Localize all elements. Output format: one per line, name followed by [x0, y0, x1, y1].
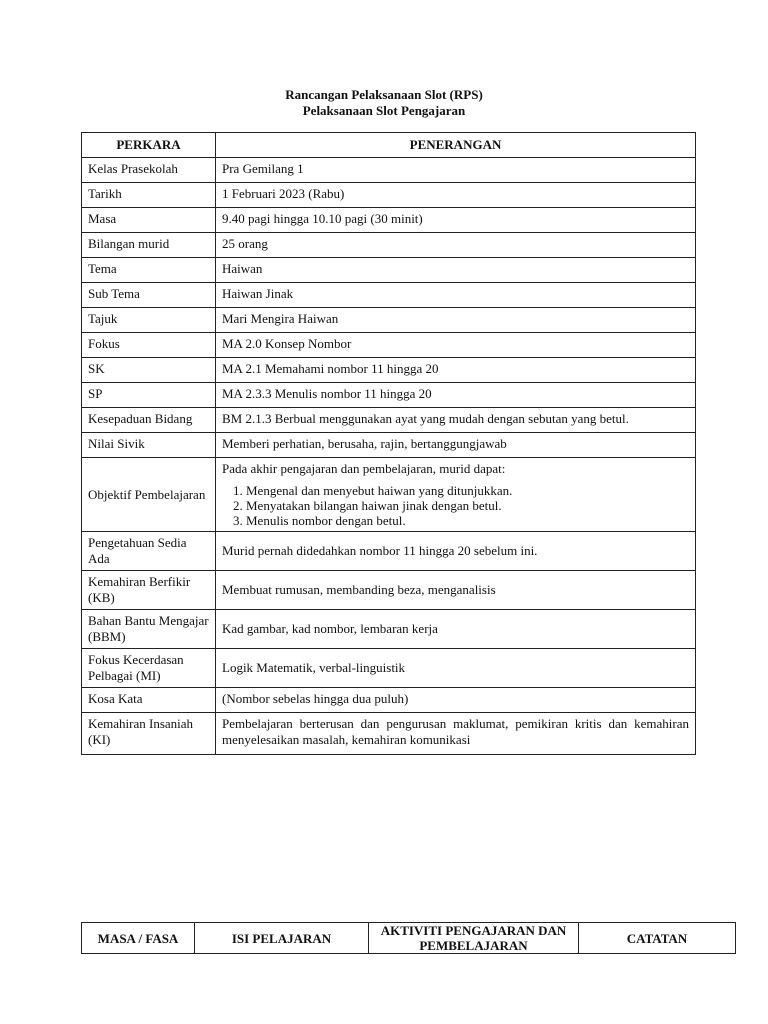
rps-table — [81, 132, 696, 755]
row-key: Bahan Bantu Mengajar (BBM) — [82, 610, 216, 649]
table-row — [82, 283, 696, 308]
row-key: Bilangan murid — [82, 233, 216, 258]
table-row — [82, 358, 696, 383]
objective-intro: Pada akhir pengajaran dan pembelajaran, murid dapat: — [222, 461, 506, 476]
table-row — [82, 258, 696, 283]
row-value: Memberi perhatian, berusaha, rajin, bertanggungjawab — [216, 433, 696, 458]
row-value: Logik Matematik, verbal-linguistik — [216, 649, 696, 688]
row-value: MA 2.3.3 Menulis nombor 11 hingga 20 — [216, 383, 696, 408]
header-penerangan: PENERANGAN — [216, 133, 696, 158]
table-row — [82, 688, 696, 713]
objective-cell — [216, 458, 696, 532]
table-row — [82, 571, 696, 610]
table-row — [82, 233, 696, 258]
row-value: BM 2.1.3 Berbual menggunakan ayat yang mudah dengan sebutan yang betul. — [216, 408, 696, 433]
header-aktiviti: AKTIVITI PENGAJARAN DAN PEMBELAJARAN — [369, 923, 579, 954]
table-row — [82, 649, 696, 688]
row-value: MA 2.1 Memahami nombor 11 hingga 20 — [216, 358, 696, 383]
row-value: (Nombor sebelas hingga dua puluh) — [216, 688, 696, 713]
table-row-objective — [82, 458, 696, 532]
document-title: Rancangan Pelaksanaan Slot (RPS) — [285, 87, 483, 102]
row-key: Fokus Kecerdasan Pelbagai (MI) — [82, 649, 216, 688]
row-value: Murid pernah didedahkan nombor 11 hingga 20 sebelum ini. — [216, 532, 696, 571]
table-row — [82, 713, 696, 755]
table-row — [82, 333, 696, 358]
objective-list — [222, 483, 689, 528]
row-key: Objektif Pembelajaran — [82, 458, 216, 532]
row-key: Kelas Prasekolah — [82, 158, 216, 183]
list-item: 2. Menyatakan bilangan haiwan jinak dengan betul. — [246, 498, 689, 513]
row-key: Nilai Sivik — [82, 433, 216, 458]
header-masa-fasa: MASA / FASA — [82, 923, 195, 954]
table-row — [82, 408, 696, 433]
row-key: Masa — [82, 208, 216, 233]
row-value: Mari Mengira Haiwan — [216, 308, 696, 333]
row-value: Pembelajaran berterusan dan pengurusan maklumat, pemikiran kritis dan kemahiran menyelesaikan masalah, kemahiran komunikasi — [216, 713, 696, 755]
row-value: Haiwan — [216, 258, 696, 283]
row-key: Sub Tema — [82, 283, 216, 308]
row-value: Membuat rumusan, membanding beza, menganalisis — [216, 571, 696, 610]
row-key: SK — [82, 358, 216, 383]
document-subtitle: Pelaksanaan Slot Pengajaran — [302, 103, 466, 118]
table-header-row — [82, 923, 736, 954]
header-catatan: CATATAN — [579, 923, 736, 954]
row-value: Pra Gemilang 1 — [216, 158, 696, 183]
row-value: 9.40 pagi hingga 10.10 pagi (30 minit) — [216, 208, 696, 233]
row-value: 25 orang — [216, 233, 696, 258]
table-row — [82, 158, 696, 183]
list-item: 3. Menulis nombor dengan betul. — [246, 513, 689, 528]
table-row — [82, 383, 696, 408]
row-key: SP — [82, 383, 216, 408]
table-header-row — [82, 133, 696, 158]
row-key: Tajuk — [82, 308, 216, 333]
table-row — [82, 308, 696, 333]
row-key: Kemahiran Insaniah (KI) — [82, 713, 216, 755]
header-isi-pelajaran: ISI PELAJARAN — [195, 923, 369, 954]
table-row — [82, 208, 696, 233]
table-row — [82, 610, 696, 649]
row-key: Kesepaduan Bidang — [82, 408, 216, 433]
row-key: Fokus — [82, 333, 216, 358]
row-key: Kosa Kata — [82, 688, 216, 713]
header-perkara: PERKARA — [82, 133, 216, 158]
table-row — [82, 532, 696, 571]
row-value: MA 2.0 Konsep Nombor — [216, 333, 696, 358]
row-value: Kad gambar, kad nombor, lembaran kerja — [216, 610, 696, 649]
row-value: 1 Februari 2023 (Rabu) — [216, 183, 696, 208]
row-value: Haiwan Jinak — [216, 283, 696, 308]
list-item: 1. Mengenal dan menyebut haiwan yang ditunjukkan. — [246, 483, 689, 498]
table-row — [82, 433, 696, 458]
row-key: Tema — [82, 258, 216, 283]
row-key: Tarikh — [82, 183, 216, 208]
row-key: Pengetahuan Sedia Ada — [82, 532, 216, 571]
activity-table-header — [81, 922, 736, 954]
table-row — [82, 183, 696, 208]
row-key: Kemahiran Berfikir (KB) — [82, 571, 216, 610]
